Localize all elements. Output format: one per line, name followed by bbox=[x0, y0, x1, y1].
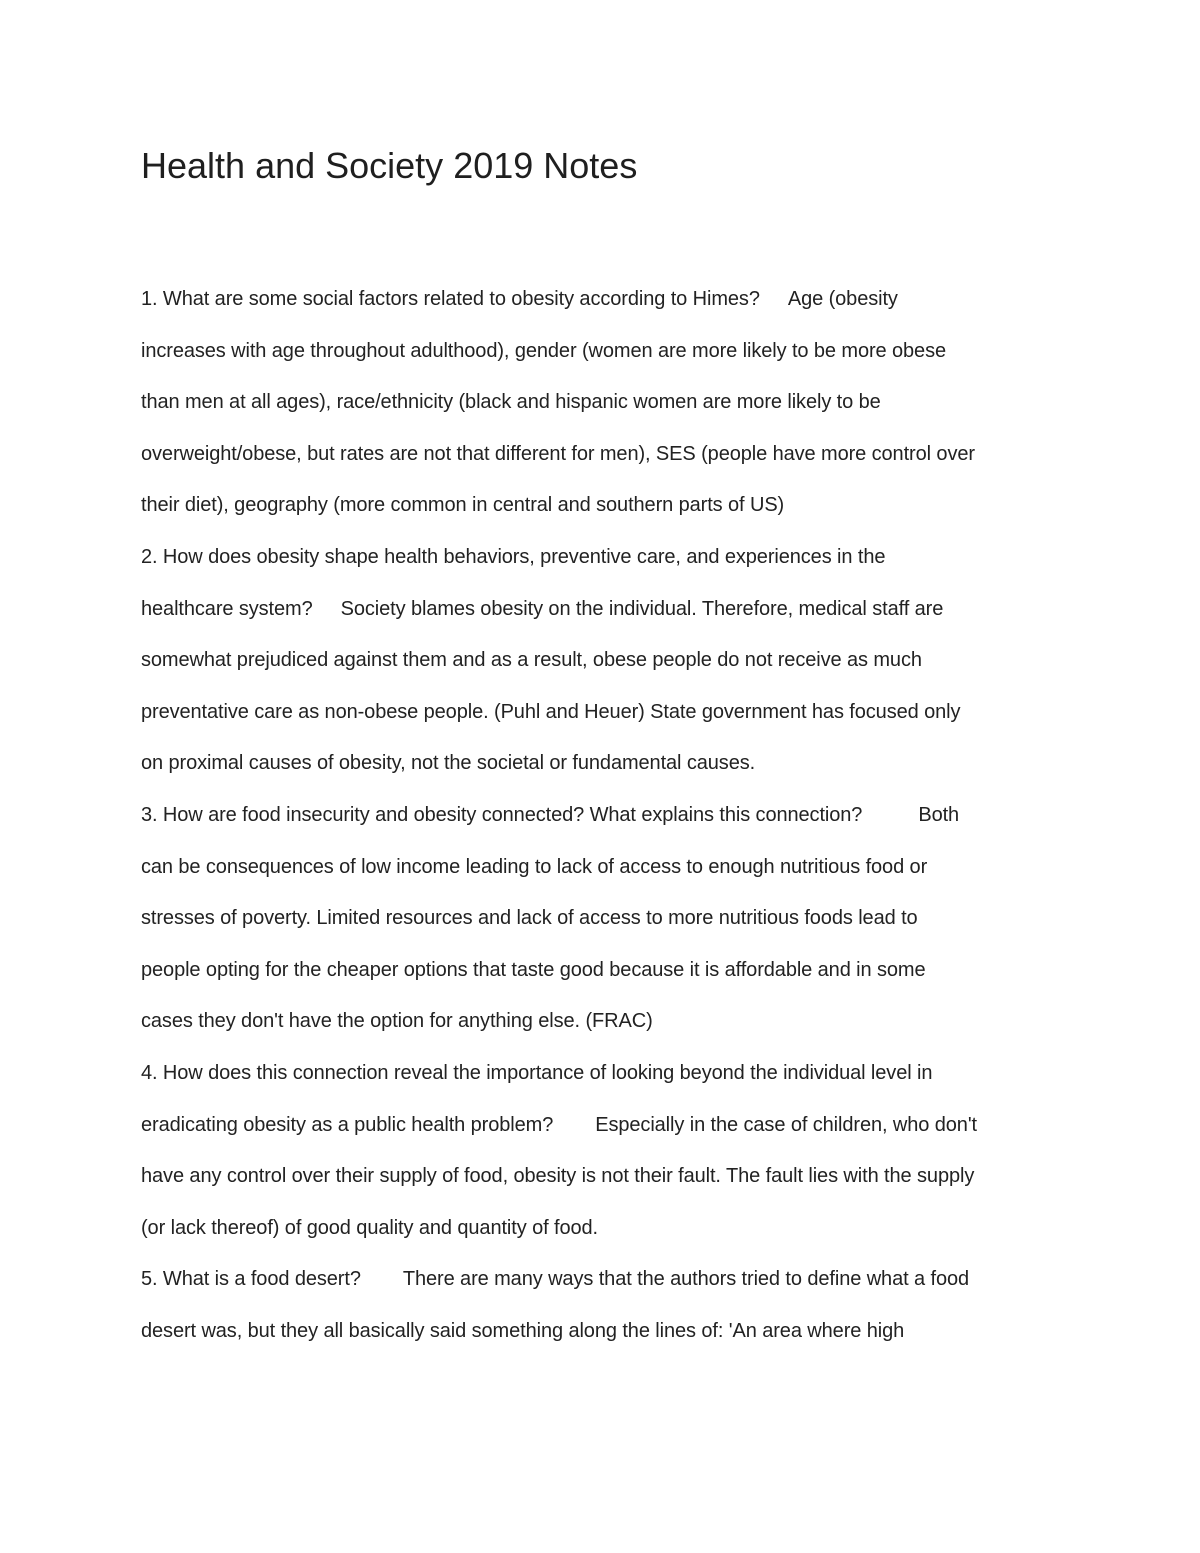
text-line bbox=[141, 584, 1061, 636]
text-line: can be consequences of low income leading to lack of access to enough nutritious food or bbox=[141, 855, 928, 878]
text-line: their diet), geography (more common in central and southern parts of US) bbox=[141, 494, 785, 517]
question-text: 3. How are food insecurity and obesity connected? What explains this connection? bbox=[141, 803, 863, 826]
question-text: eradicating obesity as a public health problem? bbox=[141, 1113, 554, 1136]
answer-text: Age (obesity bbox=[787, 288, 898, 310]
text-line: people opting for the cheaper options that taste good because it is affordable and in some bbox=[141, 958, 926, 981]
text-line: somewhat prejudiced against them and as a result, obese people do not receive as much bbox=[141, 649, 922, 672]
text-line: 4. How does this connection reveal the importance of looking beyond the individual level in bbox=[141, 1061, 933, 1084]
text-line: increases with age throughout adulthood), gender (women are more likely to be more obese bbox=[141, 339, 946, 362]
text-line: cases they don't have the option for anything else. (FRAC) bbox=[141, 1010, 653, 1033]
text-line: on proximal causes of obesity, not the societal or fundamental causes. bbox=[141, 752, 756, 775]
text-line bbox=[141, 274, 1061, 326]
answer-text: Both bbox=[918, 803, 960, 826]
text-line bbox=[141, 1254, 1061, 1306]
answer-text: There are many ways that the authors tried to define what a food bbox=[402, 1268, 970, 1291]
question-text: 1. What are some social factors related to obesity according to Himes? bbox=[141, 288, 760, 310]
text-line: have any control over their supply of food, obesity is not their fault. The fault lies with the supply bbox=[141, 1165, 975, 1188]
text-line: (or lack thereof) of good quality and quantity of food. bbox=[141, 1216, 599, 1239]
document-body bbox=[141, 274, 1061, 1357]
text-line: overweight/obese, but rates are not that different for men), SES (people have more control over bbox=[141, 442, 975, 465]
text-line bbox=[141, 790, 1061, 842]
text-line: preventative care as non-obese people. (Puhl and Heuer) State government has focused only bbox=[141, 700, 961, 723]
text-line bbox=[141, 1100, 1061, 1152]
text-line: stresses of poverty. Limited resources and lack of access to more nutritious foods lead to bbox=[141, 907, 918, 930]
question-text: 5. What is a food desert? bbox=[141, 1268, 361, 1291]
answer-text: Especially in the case of children, who don't bbox=[595, 1113, 977, 1136]
document-title: Health and Society 2019 Notes bbox=[141, 145, 638, 186]
text-line: desert was, but they all basically said something along the lines of: 'An area where high bbox=[141, 1319, 905, 1342]
answer-text: Society blames obesity on the individual. Therefore, medical staff are bbox=[340, 597, 944, 620]
text-line: 2. How does obesity shape health behaviors, preventive care, and experiences in the bbox=[141, 545, 886, 568]
text-line: than men at all ages), race/ethnicity (black and hispanic women are more likely to be bbox=[141, 391, 881, 414]
question-text: healthcare system? bbox=[141, 597, 313, 620]
